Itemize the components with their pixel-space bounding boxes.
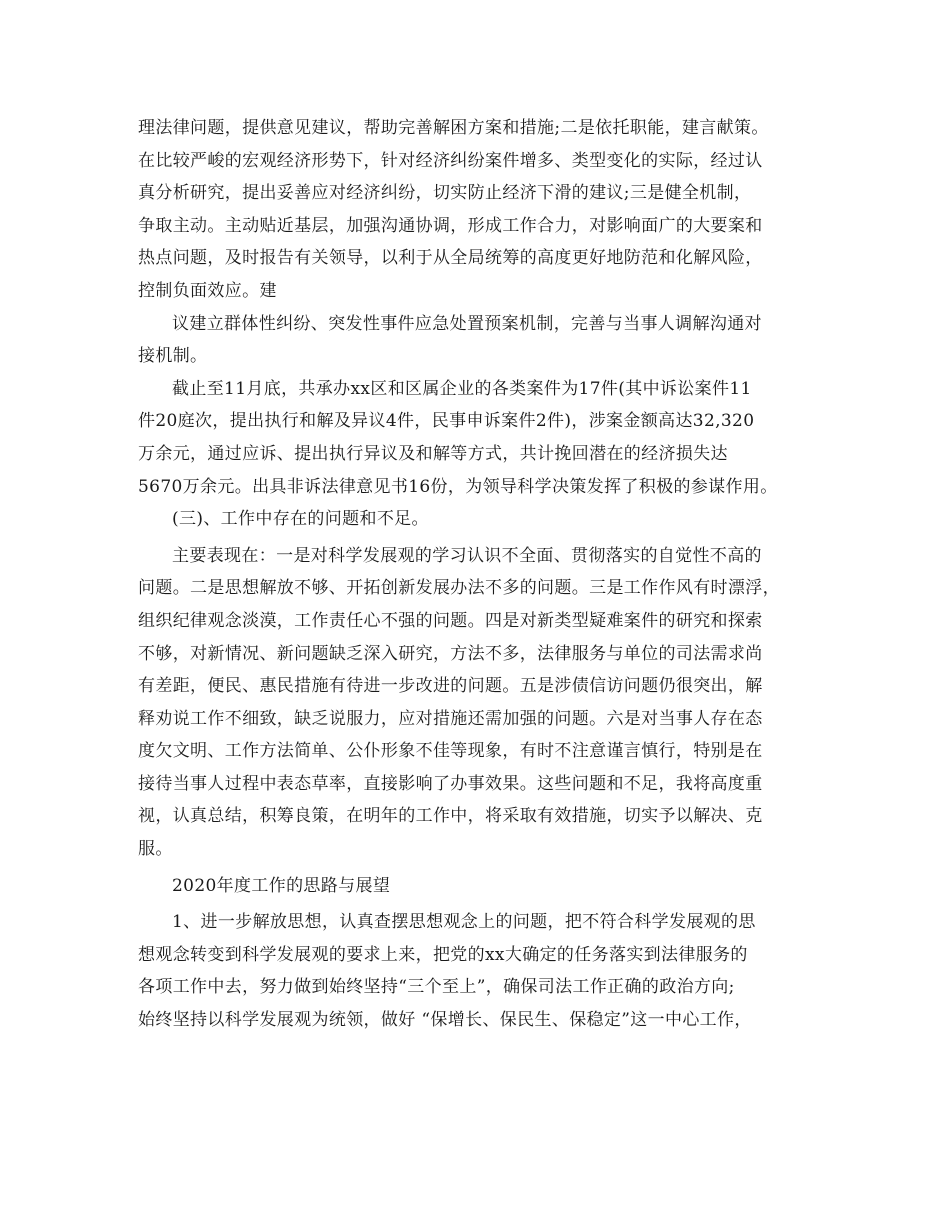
text-line: 始终坚持以科学发展观为统领，做好 “保增长、保民生、保稳定”这一中心工作，: [138, 1010, 752, 1031]
text-line: 服。: [138, 839, 173, 860]
text-line: 1、进一步解放思想，认真查摆思想观念上的问题，把不符合科学发展观的思: [172, 912, 756, 933]
text-line: 接机制。: [138, 346, 208, 367]
paragraph: [138, 870, 838, 903]
text-line: (三)、工作中存在的问题和不足。: [172, 509, 429, 530]
paragraph: [138, 503, 838, 536]
text-line: 不够，对新情况、新问题缺乏深入研究，方法不多，法律服务与单位的司法需求尚: [138, 643, 763, 664]
text-line: 有差距，便民、惠民措施有待进一步改进的问题。五是涉债信访问题仍很突出，解: [138, 676, 763, 697]
text-line: 各项工作中去，努力做到始终坚持“三个至上”，确保司法工作正确的政治方向;: [138, 977, 735, 998]
text-line: 控制负面效应。建: [138, 280, 277, 301]
text-line: 热点问题，及时报告有关领导，以利于从全局统筹的高度更好地防范和化解风险，: [138, 248, 763, 269]
text-line: 真分析研究，提出妥善应对经济纠纷，切实防止经济下滑的建议;三是健全机制，: [138, 183, 752, 204]
text-line: 争取主动。主动贴近基层，加强沟通协调，形成工作合力，对影响面广的大要案和: [138, 215, 763, 236]
paragraph: [138, 373, 838, 503]
text-line: 问题。二是思想解放不够、开拓创新发展办法不多的问题。三是工作作风有时漂浮，: [138, 578, 780, 599]
text-line: 理法律问题，提供意见建议，帮助完善解困方案和措施;二是依托职能，建言献策。: [138, 118, 769, 138]
paragraph: [138, 112, 838, 308]
document-body: [138, 112, 838, 1037]
text-line: 接待当事人过程中表态草率，直接影响了办事效果。这些问题和不足，我将高度重: [138, 773, 763, 794]
text-line: 想观念转变到科学发展观的要求上来，把党的xx大确定的任务落实到法律服务的: [138, 944, 748, 965]
text-line: 议建立群体性纠纷、突发性事件应急处置预案机制，完善与当事人调解沟通对: [172, 313, 762, 334]
text-line: 度欠文明、工作方法简单、公仆形象不佳等现象，有时不注意谨言慎行，特别是在: [138, 741, 763, 762]
text-line: 截止至11月底，共承办xx区和区属企业的各类案件为17件(其中诉讼案件11: [172, 378, 752, 399]
text-line: 万余元，通过应诉、提出执行异议及和解等方式，共计挽回潜在的经济损失达: [138, 443, 728, 464]
paragraph: [138, 906, 838, 1036]
paragraph: [138, 540, 838, 866]
text-line: 主要表现在：一是对科学发展观的学习认识不全面、贯彻落实的自觉性不高的: [172, 545, 762, 566]
text-line: 视，认真总结，积筹良策，在明年的工作中，将采取有效措施，切实予以解决、克: [138, 806, 763, 827]
text-line: 件20庭次，提出执行和解及异议4件，民事申诉案件2件)，涉案金额高达32,320: [138, 411, 755, 432]
text-line: 2020年度工作的思路与展望: [172, 875, 391, 896]
text-line: 在比较严峻的宏观经济形势下，针对经济纠纷案件增多、类型变化的实际，经过认: [138, 150, 763, 171]
text-line: 组织纪律观念淡漠，工作责任心不强的问题。四是对新类型疑难案件的研究和探索: [138, 610, 763, 631]
text-line: 5670万余元。出具非诉法律意见书16份，为领导科学决策发挥了积极的参谋作用。: [138, 476, 778, 497]
paragraph: [138, 308, 838, 373]
text-line: 释劝说工作不细致，缺乏说服力，应对措施还需加强的问题。六是对当事人存在态: [138, 708, 763, 729]
